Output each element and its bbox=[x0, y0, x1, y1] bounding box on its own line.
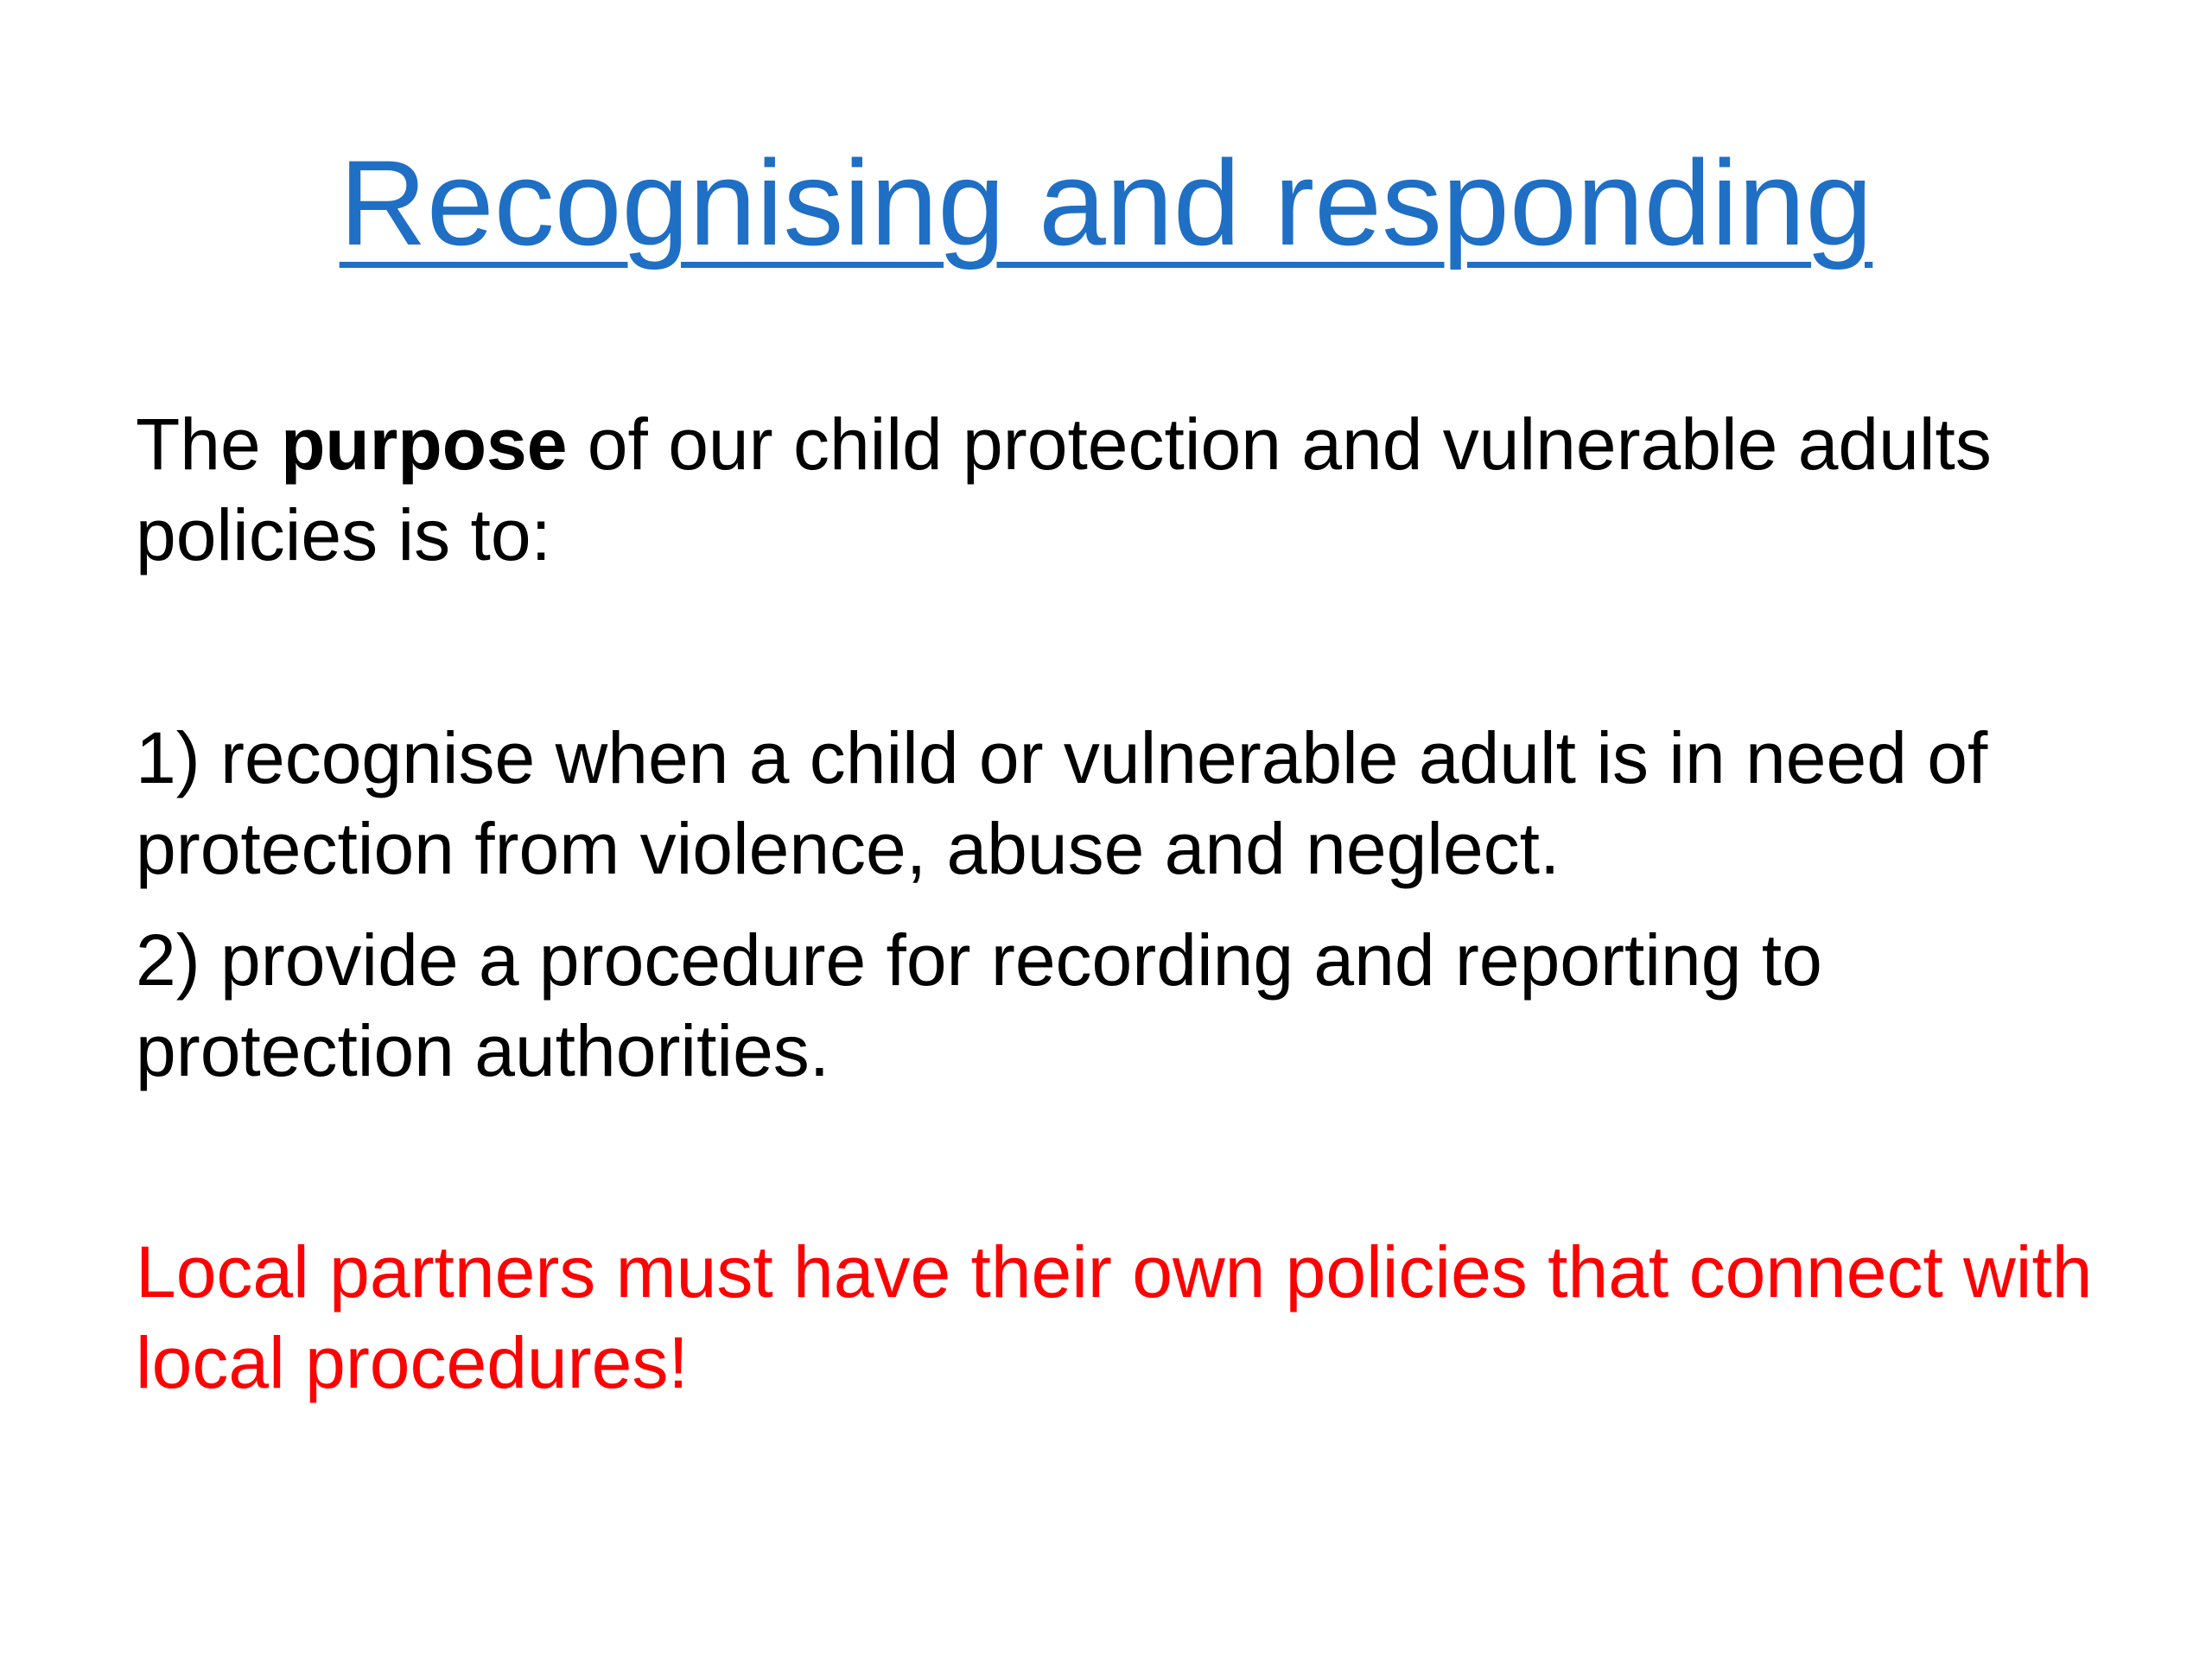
intro-paragraph bbox=[136, 399, 2123, 581]
intro-text-after: of our child protection and vulnerable adults policies is to: bbox=[136, 404, 1992, 575]
list-item-procedure: 2) provide a procedure for recording and reporting to protection authorities. bbox=[136, 919, 1822, 1091]
intro-emphasis: purpose bbox=[281, 404, 568, 485]
list-item-recognise: 1) recognise when a child or vulnerable adult is in need of protection from violence, abuse and neglect. bbox=[136, 717, 1988, 889]
slide-title: Recognising and responding bbox=[339, 135, 1873, 270]
warning-note: Local partners must have their own policies that connect with local procedures! bbox=[136, 1231, 2093, 1403]
intro-text-before: The bbox=[136, 404, 282, 485]
